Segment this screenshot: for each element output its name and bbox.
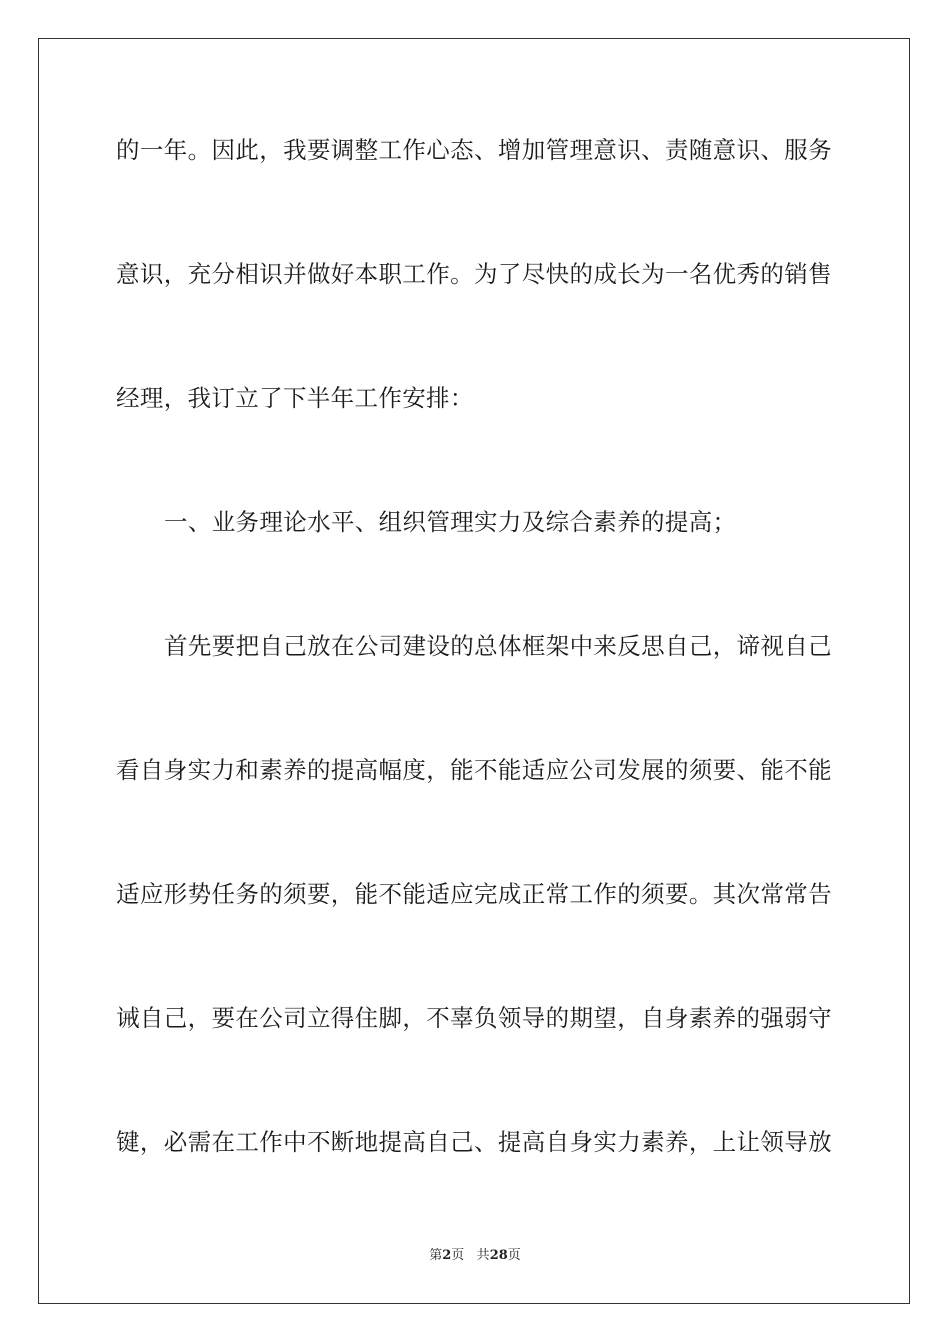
total-prefix: 共 — [476, 1248, 490, 1263]
text-line-2: 意识，充分相识并做好本职工作。为了尽快的成长为一名优秀的销售 — [116, 260, 832, 288]
text-line-6: 看自身实力和素养的提高幅度，能不能适应公司发展的须要、能不能 — [116, 756, 832, 784]
page-number: 2 — [442, 1248, 452, 1263]
text-line-8: 诫自己，要在公司立得住脚，不辜负领导的期望，自身素养的强弱守 — [116, 1004, 832, 1032]
text-line-5: 首先要把自己放在公司建设的总体框架中来反思自己，谛视自己 — [164, 632, 832, 660]
text-line-1: 的一年。因此，我要调整工作心态、增加管理意识、责随意识、服务 — [116, 136, 832, 164]
page-border — [38, 38, 910, 1304]
section-heading-1: 一、业务理论水平、组织管理实力及综合素养的提高； — [164, 508, 737, 536]
total-pages: 28 — [489, 1248, 508, 1263]
page-prefix: 第 — [429, 1248, 443, 1263]
total-suffix: 页 — [507, 1248, 521, 1263]
page-suffix: 页 — [451, 1248, 465, 1263]
text-line-9: 键，必需在工作中不断地提高自己、提高自身实力素养，上让领导放 — [116, 1128, 832, 1156]
page-footer — [0, 1248, 950, 1264]
text-line-7: 适应形势任务的须要，能不能适应完成正常工作的须要。其次常常告 — [116, 880, 832, 908]
text-line-3: 经理，我订立了下半年工作安排： — [116, 384, 474, 412]
